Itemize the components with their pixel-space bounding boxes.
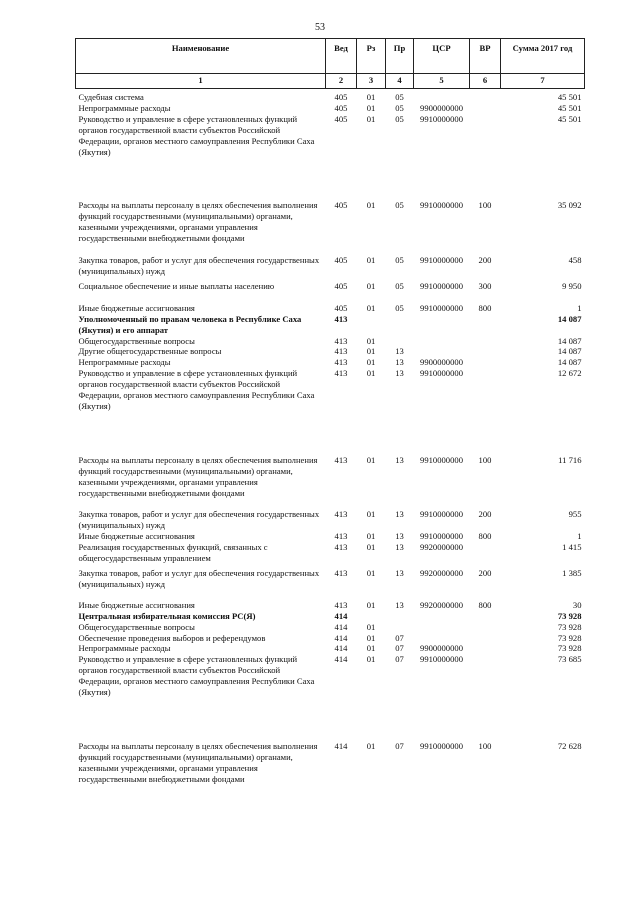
table-row <box>76 531 585 542</box>
table-row <box>76 568 585 600</box>
cell-name: Обеспечение проведения выборов и референдумов <box>78 632 266 643</box>
header-csr: ЦСР <box>414 39 470 74</box>
column-number: 2 <box>326 74 357 89</box>
budget-table <box>75 38 585 785</box>
cell-ved: 414 <box>334 740 348 751</box>
cell-csr: 9920000000 <box>420 542 463 553</box>
cell-pr: 05 <box>395 302 404 313</box>
cell-pr: 05 <box>395 255 404 266</box>
cell-pr: 13 <box>395 599 404 610</box>
cell-csr: 9910000000 <box>420 200 463 211</box>
cell-ved: 413 <box>334 313 348 324</box>
cell-vr: 800 <box>478 599 492 610</box>
header-rz: Рз <box>357 39 386 74</box>
cell-pr: 07 <box>395 632 404 643</box>
cell-name: Уполномоченный по правам человека в Республике Саха (Якутия) и его аппарат <box>78 313 302 335</box>
cell-rz: 01 <box>366 368 376 379</box>
cell-name: Руководство и управление в сфере установленных функций органов государственной власти субъектов Российской Федерации, органов местного самоуправления Республики Саха (Якутия) <box>78 654 315 698</box>
cell-pr: 07 <box>395 643 404 654</box>
cell-pr: 13 <box>395 542 404 553</box>
cell-csr: 9900000000 <box>420 643 463 654</box>
cell-sum: 458 <box>568 255 582 266</box>
cell-csr <box>414 314 470 336</box>
cell-name: Иные бюджетные ассигнования <box>78 302 195 313</box>
cell-rz: 01 <box>366 531 376 542</box>
table-row <box>76 255 585 281</box>
cell-csr: 9920000000 <box>420 599 463 610</box>
table-row <box>76 281 585 303</box>
cell-vr <box>470 542 501 568</box>
cell-name: Центральная избирательная комиссия РС(Я) <box>78 610 256 621</box>
header-name: Наименование <box>76 39 326 74</box>
column-number-row <box>76 74 585 89</box>
cell-pr <box>386 314 414 336</box>
cell-ved: 405 <box>334 102 348 113</box>
header-ved: Вед <box>326 39 357 74</box>
cell-sum: 9 950 <box>562 280 582 291</box>
cell-vr <box>470 103 501 114</box>
cell-sum: 14 087 <box>557 313 582 324</box>
table-row <box>76 303 585 314</box>
cell-rz: 01 <box>366 454 376 465</box>
cell-ved: 413 <box>334 509 348 520</box>
cell-name: Общегосударственные вопросы <box>78 621 195 632</box>
cell-name: Общегосударственные вопросы <box>78 335 195 346</box>
cell-ved: 413 <box>334 568 348 578</box>
cell-name: Закупка товаров, работ и услуг для обеспечения государственных (муниципальных) нужд <box>78 509 320 531</box>
cell-name: Непрограммные расходы <box>78 643 171 654</box>
cell-csr <box>414 89 470 103</box>
cell-vr <box>470 346 501 357</box>
cell-csr <box>414 633 470 644</box>
cell-name: Иные бюджетные ассигнования <box>78 599 195 610</box>
cell-csr: 9910000000 <box>420 509 463 520</box>
cell-name: Руководство и управление в сфере установленных функций органов государственной власти субъектов Российской Федерации, органов местного самоуправления Республики Саха (Якутия) <box>78 113 315 157</box>
cell-rz: 01 <box>366 200 376 211</box>
cell-rz: 01 <box>366 740 376 751</box>
cell-ved: 413 <box>334 531 348 542</box>
cell-pr: 05 <box>395 200 404 211</box>
table-row <box>76 654 585 741</box>
cell-name: Реализация государственных функций, связанных с общегосударственным управлением <box>78 542 268 564</box>
column-number: 3 <box>357 74 386 89</box>
cell-ved: 413 <box>334 346 348 357</box>
cell-rz: 01 <box>366 335 376 346</box>
table-row <box>76 368 585 455</box>
table-row <box>76 542 585 568</box>
cell-csr: 9900000000 <box>420 102 463 113</box>
cell-vr <box>470 622 501 633</box>
cell-csr: 9920000000 <box>420 568 463 578</box>
cell-vr <box>470 643 501 654</box>
cell-pr: 13 <box>395 368 404 379</box>
table-row <box>76 455 585 510</box>
cell-vr <box>470 114 501 201</box>
cell-rz: 01 <box>366 654 376 665</box>
cell-vr <box>470 314 501 336</box>
cell-rz: 01 <box>366 509 376 520</box>
cell-ved: 405 <box>334 113 348 124</box>
cell-ved: 413 <box>334 335 348 346</box>
cell-csr: 9910000000 <box>420 255 463 266</box>
table-body <box>76 89 585 785</box>
table-row <box>76 509 585 531</box>
cell-pr: 13 <box>395 346 404 357</box>
cell-name: Другие общегосударственные вопросы <box>78 346 222 357</box>
cell-vr <box>470 357 501 368</box>
cell-vr: 800 <box>478 531 492 542</box>
cell-sum: 73 928 <box>557 621 582 632</box>
cell-csr: 9910000000 <box>420 368 463 379</box>
cell-rz: 01 <box>366 302 376 313</box>
cell-ved: 414 <box>334 610 348 621</box>
cell-sum: 14 087 <box>557 335 582 346</box>
cell-name: Иные бюджетные ассигнования <box>78 531 195 542</box>
cell-sum: 45 501 <box>557 113 582 124</box>
cell-vr: 200 <box>478 509 492 520</box>
table-row <box>76 114 585 201</box>
cell-sum: 955 <box>568 509 582 520</box>
cell-vr: 800 <box>478 302 492 313</box>
cell-pr: 13 <box>395 568 404 578</box>
cell-sum: 11 716 <box>558 454 582 465</box>
cell-name: Закупка товаров, работ и услуг для обеспечения государственных (муниципальных) нужд <box>78 255 320 276</box>
cell-sum: 73 685 <box>557 654 582 665</box>
cell-rz <box>357 314 386 336</box>
cell-sum: 73 928 <box>557 643 582 654</box>
column-number: 6 <box>470 74 501 89</box>
table-header-row <box>76 39 585 74</box>
cell-vr <box>470 336 501 347</box>
cell-pr: 07 <box>395 740 404 751</box>
cell-name: Судебная система <box>78 92 144 102</box>
cell-ved: 405 <box>334 200 348 211</box>
table-row <box>76 643 585 654</box>
table-row <box>76 336 585 347</box>
cell-pr: 05 <box>395 113 404 124</box>
cell-name: Социальное обеспечение и иные выплаты населению <box>78 280 275 291</box>
cell-csr <box>414 336 470 347</box>
cell-csr <box>414 622 470 633</box>
cell-pr <box>386 336 414 347</box>
cell-rz: 01 <box>366 255 376 266</box>
cell-vr <box>470 89 501 103</box>
column-number: 1 <box>76 74 326 89</box>
cell-rz: 01 <box>366 568 376 578</box>
cell-name: Закупка товаров, работ и услуг для обеспечения государственных (муниципальных) нужд <box>78 568 320 589</box>
cell-rz: 01 <box>366 357 376 368</box>
cell-csr: 9910000000 <box>420 531 463 542</box>
column-number: 4 <box>386 74 414 89</box>
cell-csr: 9910000000 <box>420 280 463 291</box>
table-row <box>76 741 585 785</box>
cell-rz: 01 <box>366 102 376 113</box>
cell-csr: 9910000000 <box>420 302 463 313</box>
cell-sum: 45 501 <box>557 102 582 113</box>
cell-vr <box>470 654 501 741</box>
cell-name: Расходы на выплаты персоналу в целях обеспечения выполнения функций государственными (муниципальными) органами, казенными учреждениями, органами управления государственными внебюджетными фондами <box>78 200 318 244</box>
cell-vr <box>470 611 501 622</box>
cell-csr: 9910000000 <box>420 113 463 124</box>
cell-sum: 14 087 <box>557 357 582 368</box>
header-pr: Пр <box>386 39 414 74</box>
cell-rz: 01 <box>366 92 376 102</box>
cell-pr: 05 <box>395 102 404 113</box>
cell-csr <box>414 611 470 622</box>
cell-rz: 01 <box>366 542 376 553</box>
cell-vr: 300 <box>478 280 492 291</box>
cell-ved: 405 <box>334 302 348 313</box>
cell-sum: 1 <box>577 531 582 542</box>
table-row <box>76 314 585 336</box>
cell-name: Непрограммные расходы <box>78 357 171 368</box>
cell-rz: 01 <box>366 346 376 357</box>
cell-vr <box>470 368 501 455</box>
cell-pr: 05 <box>395 92 404 102</box>
cell-rz: 01 <box>366 632 376 643</box>
table-row <box>76 622 585 633</box>
cell-vr <box>470 633 501 644</box>
cell-ved: 405 <box>334 280 348 291</box>
cell-sum: 35 092 <box>557 200 582 211</box>
cell-vr: 100 <box>478 454 492 465</box>
cell-name: Расходы на выплаты персоналу в целях обеспечения выполнения функций государственными (муниципальными) органами, казенными учреждениями, органами управления государственными внебюджетными фондами <box>78 740 318 784</box>
table-row <box>76 200 585 255</box>
cell-pr: 13 <box>395 357 404 368</box>
cell-vr: 100 <box>478 740 492 751</box>
cell-ved: 413 <box>334 454 348 465</box>
table-row <box>76 89 585 103</box>
cell-rz: 01 <box>366 113 376 124</box>
cell-ved: 405 <box>334 92 348 102</box>
table-row <box>76 633 585 644</box>
cell-ved: 413 <box>334 542 348 553</box>
cell-sum: 30 <box>572 599 582 610</box>
cell-vr: 100 <box>478 200 492 211</box>
table-row <box>76 346 585 357</box>
cell-ved: 413 <box>334 599 348 610</box>
table-row <box>76 611 585 622</box>
cell-vr: 200 <box>478 568 492 578</box>
page-number: 53 <box>315 22 325 33</box>
cell-csr: 9910000000 <box>420 654 463 665</box>
cell-pr: 13 <box>395 454 404 465</box>
header-vr: ВР <box>470 39 501 74</box>
cell-pr: 13 <box>395 531 404 542</box>
cell-ved: 413 <box>334 368 348 379</box>
cell-ved: 413 <box>334 357 348 368</box>
cell-ved: 414 <box>334 621 348 632</box>
table-row <box>76 103 585 114</box>
cell-sum: 1 <box>577 302 582 313</box>
cell-sum: 1 415 <box>562 542 582 553</box>
column-number: 5 <box>414 74 470 89</box>
cell-rz: 01 <box>366 643 376 654</box>
cell-ved: 414 <box>334 632 348 643</box>
cell-csr: 9900000000 <box>420 357 463 368</box>
cell-sum: 45 501 <box>557 92 582 102</box>
table-row <box>76 357 585 368</box>
cell-sum: 1 385 <box>562 568 582 578</box>
cell-rz: 01 <box>366 280 376 291</box>
cell-pr: 05 <box>395 280 404 291</box>
cell-rz <box>357 611 386 622</box>
cell-name: Непрограммные расходы <box>78 102 171 113</box>
cell-pr <box>386 611 414 622</box>
cell-sum: 12 672 <box>557 368 582 379</box>
cell-pr: 13 <box>395 509 404 520</box>
cell-csr: 9910000000 <box>420 740 463 751</box>
cell-name: Расходы на выплаты персоналу в целях обеспечения выполнения функций государственными (муниципальными) органами, казенными учреждениями, органами управления государственными внебюджетными фондами <box>78 454 318 498</box>
cell-sum: 73 928 <box>557 632 582 643</box>
cell-ved: 414 <box>334 643 348 654</box>
cell-pr <box>386 622 414 633</box>
cell-sum: 73 928 <box>557 610 582 621</box>
cell-vr: 200 <box>478 255 492 266</box>
cell-sum: 14 087 <box>557 346 582 357</box>
cell-pr: 07 <box>395 654 404 665</box>
cell-csr: 9910000000 <box>420 454 463 465</box>
cell-name: Руководство и управление в сфере установленных функций органов государственной власти субъектов Российской Федерации, органов местного самоуправления Республики Саха (Якутия) <box>78 368 315 411</box>
cell-rz: 01 <box>366 621 376 632</box>
cell-csr <box>414 346 470 357</box>
cell-ved: 405 <box>334 255 348 266</box>
table-row <box>76 600 585 611</box>
cell-sum: 72 628 <box>557 740 582 751</box>
cell-ved: 414 <box>334 654 348 665</box>
cell-rz: 01 <box>366 599 376 610</box>
column-number: 7 <box>501 74 585 89</box>
header-sum: Сумма 2017 год <box>501 39 585 74</box>
